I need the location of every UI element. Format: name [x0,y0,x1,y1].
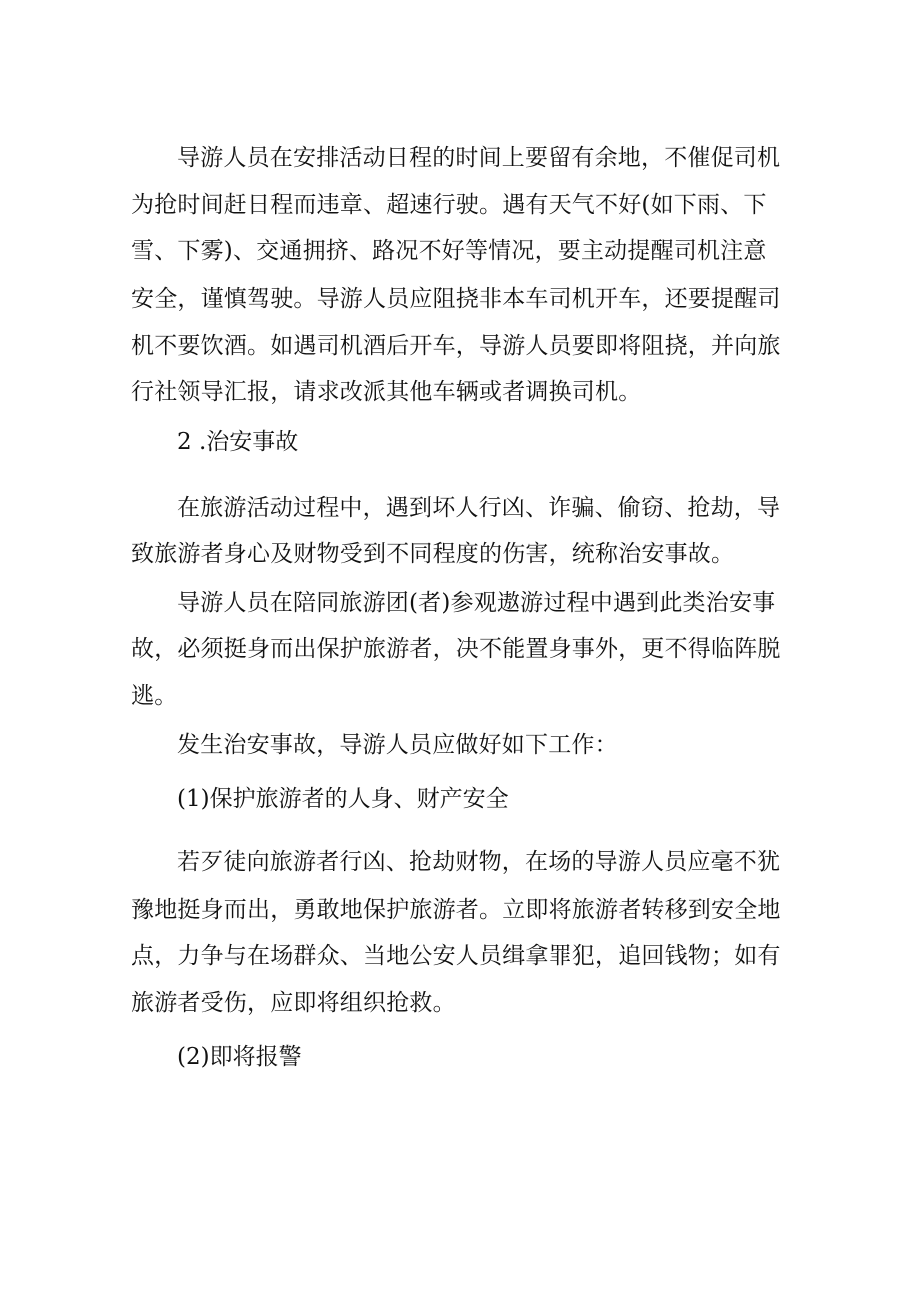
paragraph-line: 点，力争与在场群众、当地公安人员缉拿罪犯，追回钱物；如有 [131,943,781,969]
paragraph-line: 导游人员在陪同旅游团(者)参观遨游过程中遇到此类治安事 [177,590,776,616]
item-heading-protect: (1)保护旅游者的人身、财产安全 [177,786,509,812]
paragraph-line: 若歹徒向旅游者行凶、抢劫财物，在场的导游人员应毫不犹 [177,849,781,875]
paragraph-line: 逃。 [131,683,178,709]
paragraph-line: 致旅游者身心及财物受到不同程度的伤害，统称治安事故。 [131,541,735,567]
paragraph-line: 机不要饮酒。如遇司机酒后开车，导游人员要即将阻挠，并向旅 [131,333,781,359]
item-heading-report: (2)即将报警 [177,1044,302,1070]
paragraph-line: 在旅游活动过程中，遇到坏人行凶、诈骗、偷窃、抢劫，导 [177,495,781,521]
paragraph-line: 故，必须挺身而出保护旅游者，决不能置身事外，更不得临阵脱 [131,636,781,662]
paragraph-line: 为抢时间赶日程而违章、超速行驶。遇有天气不好(如下雨、下 [131,192,767,218]
paragraph-line: 旅游者受伤，应即将组织抢救。 [131,990,456,1016]
section-heading: 2 .治安事故 [177,429,299,455]
paragraph-line: 豫地挺身而出，勇敢地保护旅游者。立即将旅游者转移到安全地 [131,897,781,923]
paragraph-line: 雪、下雾)、交通拥挤、路况不好等情况，要主动提醒司机注意 [131,238,767,264]
paragraph-line: 安全，谨慎驾驶。导游人员应阻挠非本车司机开车，还要提醒司 [131,286,781,312]
paragraph-line: 发生治安事故，导游人员应做好如下工作： [177,732,618,758]
paragraph-line: 导游人员在安排活动日程的时间上要留有余地，不催促司机 [177,145,781,171]
paragraph-line: 行社领导汇报，请求改派其他车辆或者调换司机。 [131,379,642,405]
